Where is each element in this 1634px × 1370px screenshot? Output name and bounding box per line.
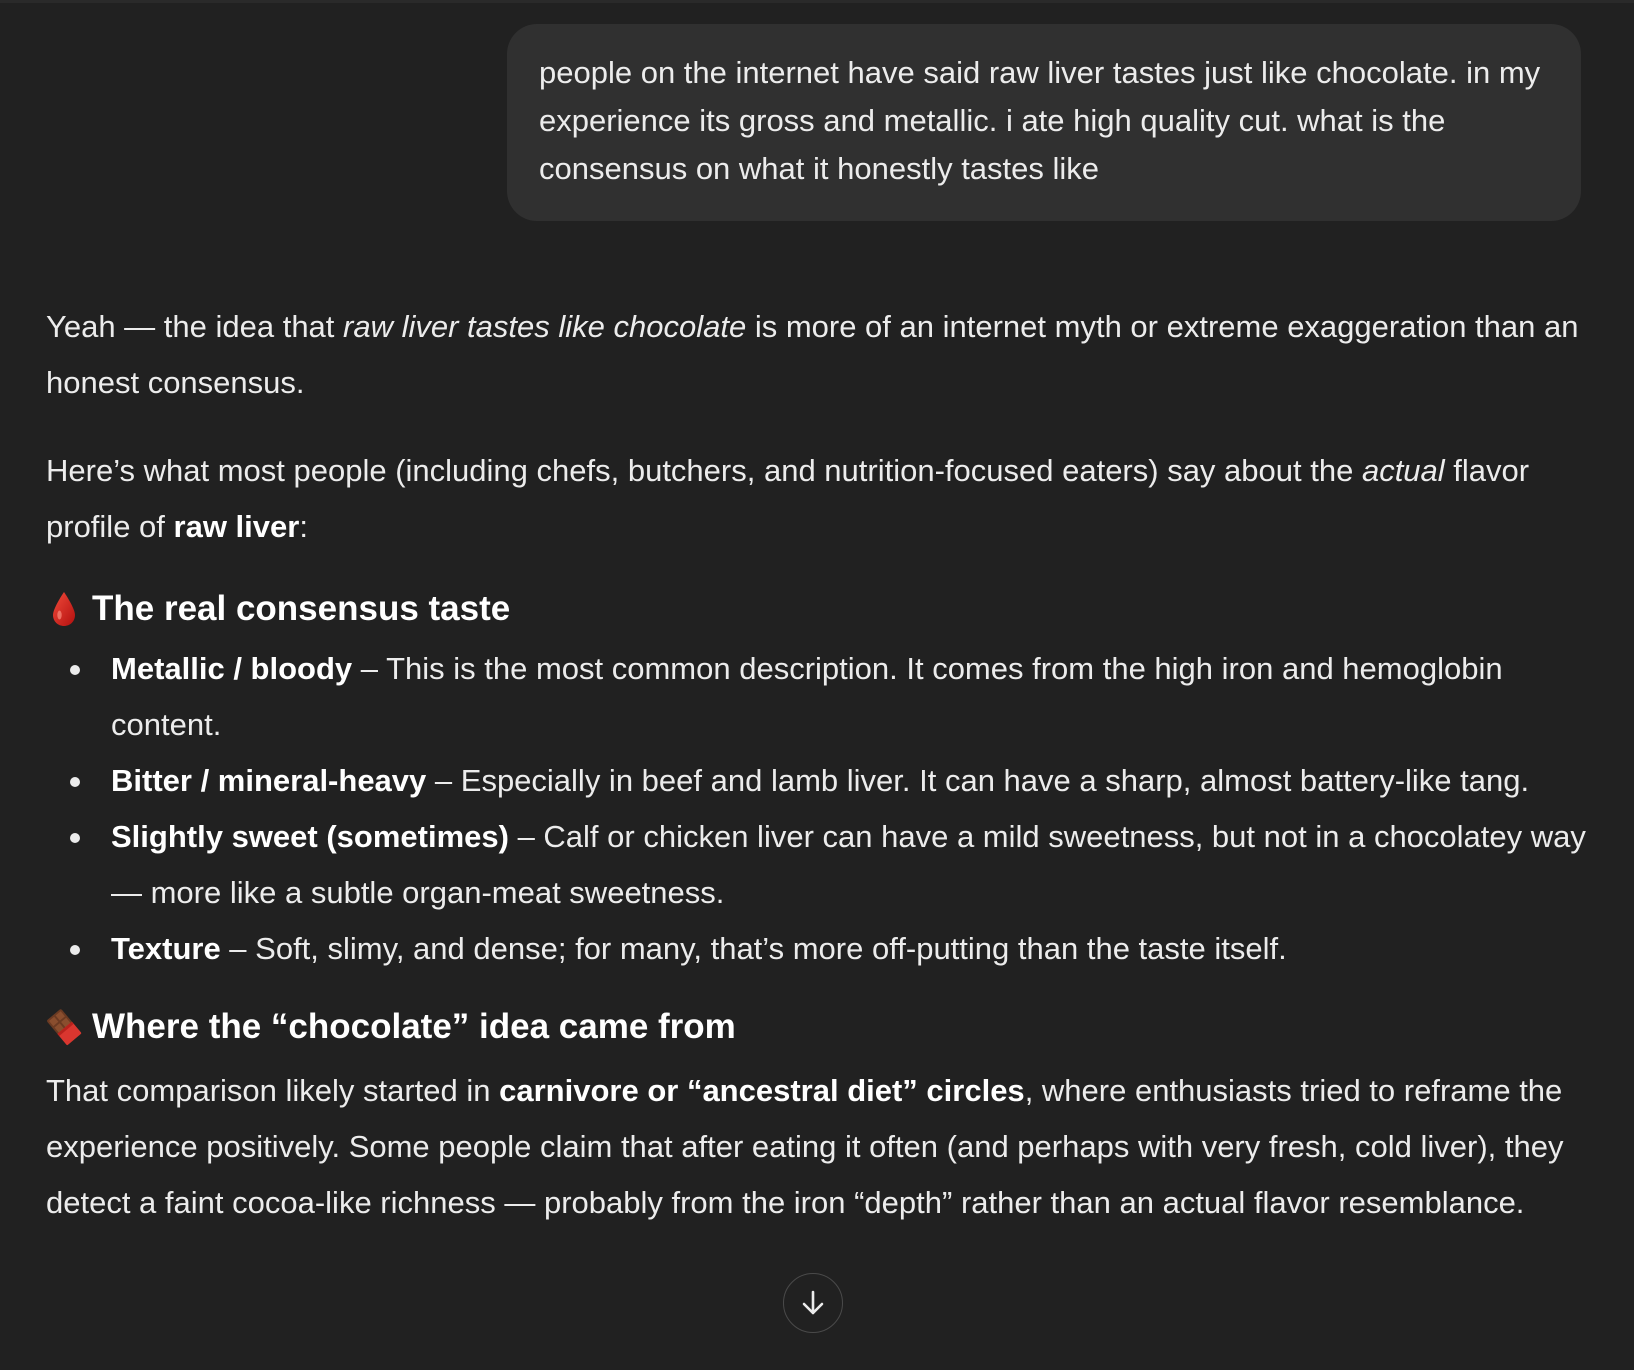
window-top-edge (0, 0, 1634, 3)
intro-text-1: Yeah — the idea that (46, 309, 344, 344)
blood-drop-icon (46, 589, 82, 629)
section-heading-consensus (46, 581, 1586, 637)
lead-text-2: flavor profile of (46, 453, 1530, 544)
lead-text-3: : (299, 509, 308, 544)
intro-text-2: is more of an internet myth or extreme exaggeration than an honest consensus. (46, 309, 1579, 400)
list-item-term: Texture (111, 931, 221, 966)
origin-text-2: , where enthusiasts tried to reframe the experience positively. Some people claim that after eating it often (and perhaps with very fresh, cold liver), they detect a faint cocoa-like richness — probably from the iron “depth” rather than an actual flavor resemblance. (46, 1073, 1564, 1220)
list-item-desc: – Soft, slimy, and dense; for many, that’s more off-putting than the taste itself. (220, 931, 1287, 966)
list-item-desc: – This is the most common description. It comes from the high iron and hemoglobin content. (111, 651, 1503, 742)
section-heading-chocolate (46, 999, 1586, 1055)
scroll-to-bottom-button[interactable] (783, 1273, 843, 1333)
consensus-list (46, 641, 1586, 977)
intro-italic: raw liver tastes like chocolate (343, 309, 747, 344)
section-heading-text: The real consensus taste (92, 589, 511, 628)
lead-paragraph (46, 443, 1586, 555)
lead-bold: raw liver (173, 509, 300, 544)
list-item-term: Metallic / bloody (111, 651, 353, 686)
origin-paragraph (46, 1063, 1586, 1231)
lead-italic: actual (1361, 453, 1445, 488)
list-item-term: Slightly sweet (sometimes) (111, 819, 509, 854)
list-item-term: Bitter / mineral-heavy (111, 763, 427, 798)
list-item (46, 809, 1586, 921)
section-heading-text: Where the “chocolate” idea came from (92, 1007, 736, 1046)
list-item-desc: – Especially in beef and lamb liver. It can have a sharp, almost battery-like tang. (426, 763, 1530, 798)
origin-bold: carnivore or “ancestral diet” circles (499, 1073, 1025, 1108)
list-item (46, 641, 1586, 753)
list-item (46, 753, 1586, 809)
arrow-down-icon (798, 1288, 828, 1318)
lead-text-1: Here’s what most people (including chefs, butchers, and nutrition-focused eaters) say about the (46, 453, 1362, 488)
intro-paragraph (46, 299, 1586, 411)
assistant-response (46, 299, 1586, 1263)
chocolate-bar-icon (46, 1007, 82, 1047)
user-message-bubble (507, 24, 1581, 221)
user-message-text: people on the internet have said raw liver tastes just like chocolate. in my experience its gross and metallic. i ate high quality cut. what is the consensus on what it honestly tastes like (539, 55, 1541, 186)
list-item (46, 921, 1586, 977)
origin-text-1: That comparison likely started in (46, 1073, 500, 1108)
list-item-desc: – Calf or chicken liver can have a mild sweetness, but not in a chocolatey way — more like a subtle organ-meat sweetness. (111, 819, 1586, 910)
